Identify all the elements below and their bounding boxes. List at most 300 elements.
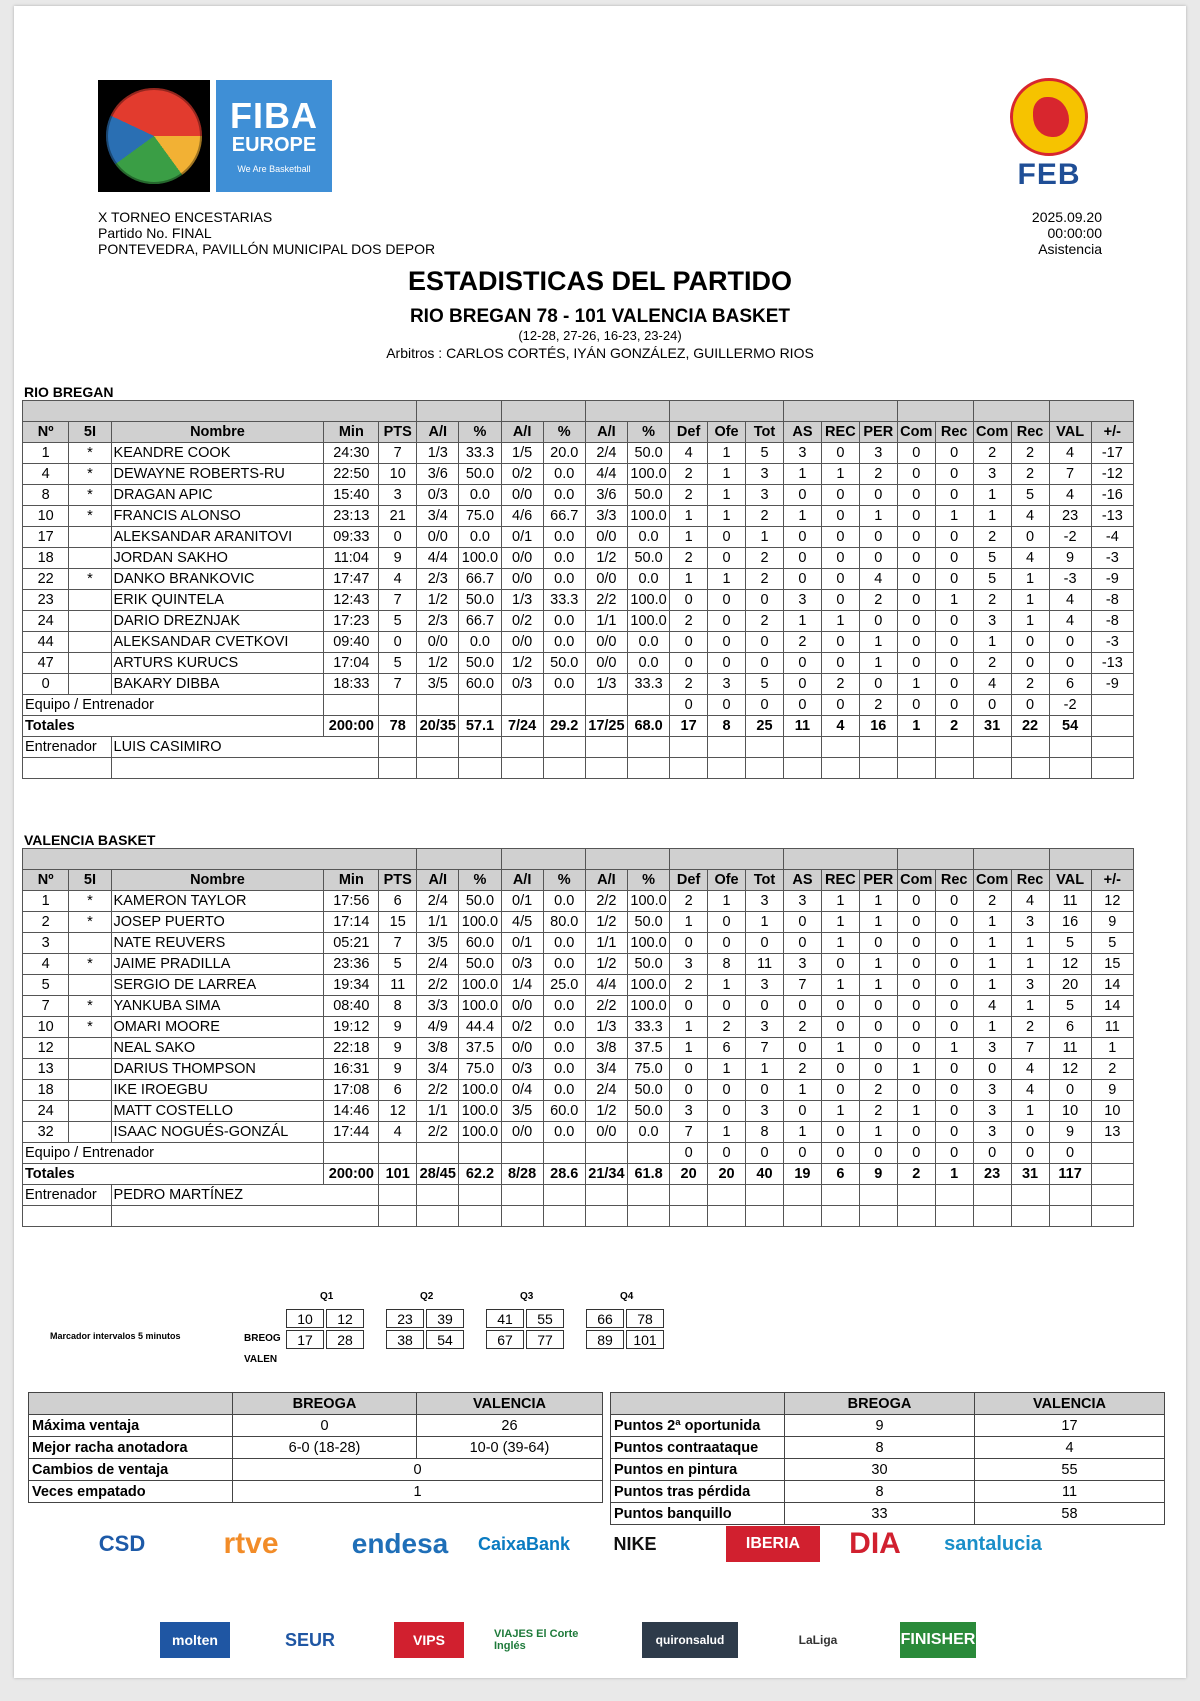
stat-cell xyxy=(69,590,111,611)
stat-cell: 0 xyxy=(708,1080,746,1101)
stat-cell: 0/0 xyxy=(585,1122,627,1143)
total-cell: 8 xyxy=(708,716,746,737)
stat-cell: 0/2 xyxy=(501,611,543,632)
total-cell: 68.0 xyxy=(627,716,669,737)
stat-cell: 8 xyxy=(379,996,417,1017)
player-row xyxy=(23,933,1134,954)
interval-score-box xyxy=(586,1330,666,1349)
stat-cell: 2/4 xyxy=(417,954,459,975)
stat-cell: 0 xyxy=(746,653,784,674)
stat-cell: 4/6 xyxy=(501,506,543,527)
interval-quarter-label: Q1 xyxy=(320,1291,334,1302)
stat-cell: 17:44 xyxy=(324,1122,379,1143)
stat-cell: 1 xyxy=(708,891,746,912)
team-row-label: Equipo / Entrenador xyxy=(23,1143,324,1164)
interval-quarter-label: Q2 xyxy=(420,1291,434,1302)
coach-label: Entrenador xyxy=(23,1185,112,1206)
stat-cell: 13 xyxy=(23,1059,69,1080)
empty-cell xyxy=(585,695,627,716)
game-stat-row xyxy=(611,1481,1165,1503)
quarter-scores: (12-28, 27-26, 16-23, 23-24) xyxy=(518,328,682,343)
game-stat-label: Mejor racha anotadora xyxy=(29,1437,233,1459)
stat-cell: 0 xyxy=(708,695,746,716)
empty-cell xyxy=(585,1185,627,1206)
interval-score: 77 xyxy=(526,1330,564,1349)
stat-cell: 3 xyxy=(746,464,784,485)
stat-cell: -8 xyxy=(1091,611,1133,632)
stat-cell: 100.0 xyxy=(459,975,501,996)
stat-cell: 100.0 xyxy=(627,590,669,611)
stat-cell: 1 xyxy=(708,1059,746,1080)
stat-cell: 0.0 xyxy=(627,569,669,590)
stat-cell: 0 xyxy=(708,933,746,954)
stat-cell: 0 xyxy=(746,996,784,1017)
stat-cell: 1 xyxy=(708,443,746,464)
sponsor-logo: VIAJES El Corte Inglés xyxy=(494,1628,579,1652)
empty-cell xyxy=(585,737,627,758)
total-cell: 21/34 xyxy=(585,1164,627,1185)
stat-cell: 5 xyxy=(23,975,69,996)
empty-cell xyxy=(459,1185,501,1206)
sponsor-logo: SEUR xyxy=(284,1629,335,1650)
empty-cell xyxy=(821,737,859,758)
player-row xyxy=(23,954,1134,975)
stat-cell: 6 xyxy=(1049,674,1091,695)
coach-row xyxy=(23,1185,1134,1206)
player-row xyxy=(23,1017,1134,1038)
game-stat-row xyxy=(29,1437,603,1459)
stat-cell: 0 xyxy=(935,548,973,569)
game-stat-row xyxy=(611,1459,1165,1481)
stat-cell: 0 xyxy=(859,548,897,569)
empty-cell xyxy=(897,1206,935,1227)
stat-cell: 1 xyxy=(670,569,708,590)
stat-cell: 0/0 xyxy=(585,527,627,548)
stat-cell: 10 xyxy=(1091,1101,1133,1122)
player-row xyxy=(23,912,1134,933)
header-group-row xyxy=(23,849,1134,870)
column-header: A/I xyxy=(501,422,543,443)
column-header: Ofe xyxy=(708,422,746,443)
stat-cell: 0 xyxy=(935,443,973,464)
stat-cell: 0 xyxy=(935,1101,973,1122)
stat-cell: 0 xyxy=(859,611,897,632)
stat-cell: 0.0 xyxy=(543,933,585,954)
totals-row xyxy=(23,1164,1134,1185)
stat-cell: 44 xyxy=(23,632,69,653)
sponsor-logo: endesa xyxy=(351,1528,449,1559)
stat-cell: 0 xyxy=(935,1143,973,1164)
stat-cell: * xyxy=(69,891,111,912)
stat-cell: 50.0 xyxy=(627,954,669,975)
empty-cell xyxy=(897,758,935,779)
final-score: RIO BREGAN 78 - 101 VALENCIA BASKET xyxy=(409,306,791,327)
stat-cell: 0 xyxy=(897,590,935,611)
header-group xyxy=(585,401,669,422)
game-stat-value: 8 xyxy=(785,1481,975,1503)
empty-cell xyxy=(501,1206,543,1227)
stat-cell: 16:31 xyxy=(324,1059,379,1080)
stat-cell: 50.0 xyxy=(627,485,669,506)
header-group-row xyxy=(23,401,1134,422)
stat-cell: 1 xyxy=(783,506,821,527)
stat-cell: 1/1 xyxy=(417,1101,459,1122)
column-header: Rec xyxy=(1011,870,1049,891)
match-time: 00:00:00 xyxy=(1047,225,1102,241)
stat-cell: 66.7 xyxy=(543,506,585,527)
stat-cell: 0/2 xyxy=(501,1017,543,1038)
game-stat-label: Puntos en pintura xyxy=(611,1459,785,1481)
empty-cell xyxy=(1091,758,1133,779)
basketball-icon xyxy=(98,80,210,192)
sponsor-logo: quironsalud xyxy=(642,1622,738,1658)
game-stat-value: 0 xyxy=(233,1415,417,1437)
empty-cell xyxy=(670,737,708,758)
interval-score-box xyxy=(486,1330,566,1349)
stat-cell: 4/4 xyxy=(417,548,459,569)
stat-cell: * xyxy=(69,485,111,506)
stat-cell: 0.0 xyxy=(543,891,585,912)
empty-cell xyxy=(1091,1206,1133,1227)
stat-cell: 0.0 xyxy=(543,632,585,653)
empty-cell xyxy=(379,758,417,779)
stat-cell: 2 xyxy=(746,506,784,527)
stat-cell: 75.0 xyxy=(627,1059,669,1080)
column-header: +/- xyxy=(1091,870,1133,891)
stat-cell: 11 xyxy=(1049,1038,1091,1059)
stat-cell: 3/3 xyxy=(417,996,459,1017)
stat-cell: 7 xyxy=(1011,1038,1049,1059)
stat-cell: 3/8 xyxy=(585,1038,627,1059)
stat-cell: 50.0 xyxy=(627,548,669,569)
stat-cell: 0 xyxy=(821,1017,859,1038)
game-stat-label: Puntos contraataque xyxy=(611,1437,785,1459)
sponsor-logo: molten xyxy=(160,1622,230,1658)
header-group xyxy=(670,401,784,422)
coach-name: PEDRO MARTÍNEZ xyxy=(111,1185,379,1206)
total-cell: 16 xyxy=(859,716,897,737)
stat-cell: 1 xyxy=(973,1017,1011,1038)
stat-cell: 0 xyxy=(821,695,859,716)
player-name: JOSEP PUERTO xyxy=(111,912,324,933)
stat-cell: 4 xyxy=(1049,485,1091,506)
game-stat-value: 1 xyxy=(233,1481,603,1503)
empty-cell xyxy=(859,1206,897,1227)
stat-cell: 0.0 xyxy=(543,996,585,1017)
stat-cell: 0 xyxy=(897,1038,935,1059)
header-row xyxy=(23,422,1134,443)
column-header: Rec xyxy=(935,422,973,443)
stat-cell: 1/2 xyxy=(585,954,627,975)
stat-cell: 1 xyxy=(821,933,859,954)
stat-cell: 1 xyxy=(935,1038,973,1059)
feb-text: FEB xyxy=(1017,158,1081,191)
interval-score: 89 xyxy=(586,1330,624,1349)
total-cell: 54 xyxy=(1049,716,1091,737)
stat-cell: 3/4 xyxy=(417,1059,459,1080)
header-group xyxy=(585,849,669,870)
stat-cell: 0 xyxy=(897,695,935,716)
stat-cell: 4 xyxy=(1049,590,1091,611)
stat-cell: 24 xyxy=(23,611,69,632)
stat-cell: 0 xyxy=(708,1143,746,1164)
stat-cell: 0.0 xyxy=(543,1017,585,1038)
stat-cell: 2 xyxy=(23,912,69,933)
total-cell: 117 xyxy=(1049,1164,1091,1185)
stat-cell: 0 xyxy=(935,632,973,653)
stat-cell: 0.0 xyxy=(543,548,585,569)
player-name: NATE REUVERS xyxy=(111,933,324,954)
header-group xyxy=(417,401,501,422)
stat-cell: 7 xyxy=(379,590,417,611)
stat-cell: 0 xyxy=(935,891,973,912)
stat-cell: 32 xyxy=(23,1122,69,1143)
stat-cell: 1 xyxy=(670,506,708,527)
column-header: PER xyxy=(859,422,897,443)
stat-cell: 0 xyxy=(708,912,746,933)
stat-cell: 2 xyxy=(859,1080,897,1101)
coach-row xyxy=(23,737,1134,758)
player-row xyxy=(23,653,1134,674)
player-row xyxy=(23,632,1134,653)
player-name: DARIUS THOMPSON xyxy=(111,1059,324,1080)
column-header: Ofe xyxy=(708,870,746,891)
stat-cell: 3 xyxy=(859,443,897,464)
stat-cell: 7 xyxy=(670,1122,708,1143)
stat-cell: 0 xyxy=(821,527,859,548)
stat-cell: 0 xyxy=(670,996,708,1017)
total-cell: 2 xyxy=(935,716,973,737)
stat-cell: 4 xyxy=(1011,1059,1049,1080)
stat-cell: 15 xyxy=(379,912,417,933)
stat-cell: * xyxy=(69,996,111,1017)
stat-cell: 0 xyxy=(821,548,859,569)
total-cell: 8/28 xyxy=(501,1164,543,1185)
stat-cell: * xyxy=(69,506,111,527)
stat-cell: 2/2 xyxy=(585,590,627,611)
stat-cell: 0 xyxy=(935,996,973,1017)
stat-cell: -16 xyxy=(1091,485,1133,506)
stat-cell: 60.0 xyxy=(459,674,501,695)
stat-cell: 0.0 xyxy=(543,1038,585,1059)
stat-cell: 2/2 xyxy=(417,1080,459,1101)
player-name: ISAAC NOGUÉS-GONZÁL xyxy=(111,1122,324,1143)
stat-cell: 0 xyxy=(670,1059,708,1080)
empty-cell xyxy=(1049,1206,1091,1227)
stat-cell: 60.0 xyxy=(459,933,501,954)
stat-cell: 0 xyxy=(935,611,973,632)
stat-cell: 23 xyxy=(23,590,69,611)
stat-cell: 7 xyxy=(783,975,821,996)
column-header: +/- xyxy=(1091,422,1133,443)
stat-cell: 2 xyxy=(1011,1017,1049,1038)
player-row xyxy=(23,506,1134,527)
stat-cell: 0/0 xyxy=(501,996,543,1017)
tournament-name: X TORNEO ENCESTARIAS xyxy=(98,209,273,225)
stat-cell: 0 xyxy=(23,674,69,695)
empty-cell xyxy=(324,695,379,716)
player-row xyxy=(23,1101,1134,1122)
stat-cell: 11 xyxy=(1049,891,1091,912)
stat-cell: 0 xyxy=(746,1080,784,1101)
team-row xyxy=(23,695,1134,716)
player-name: JAIME PRADILLA xyxy=(111,954,324,975)
empty-cell xyxy=(501,1143,543,1164)
column-header: REC xyxy=(821,422,859,443)
stat-cell: -2 xyxy=(1049,527,1091,548)
stat-cell: 0 xyxy=(973,695,1011,716)
stats-sheet xyxy=(14,6,1186,1678)
stat-cell: 4 xyxy=(23,464,69,485)
stat-cell: 44.4 xyxy=(459,1017,501,1038)
stat-cell xyxy=(69,611,111,632)
column-header: Nº xyxy=(23,422,69,443)
team-a-box-score xyxy=(22,400,1134,779)
game-stat-value: 10-0 (39-64) xyxy=(417,1437,603,1459)
stat-cell: 05:21 xyxy=(324,933,379,954)
stat-cell: 4 xyxy=(859,569,897,590)
player-name: ALEKSANDAR CVETKOVI xyxy=(111,632,324,653)
stat-cell: 4 xyxy=(973,996,1011,1017)
column-header: A/I xyxy=(501,870,543,891)
stat-cell: 3/5 xyxy=(417,674,459,695)
europe-text: EUROPE xyxy=(231,134,317,156)
blank-row xyxy=(23,758,1134,779)
stat-cell: 3 xyxy=(746,975,784,996)
stat-cell: 1 xyxy=(708,485,746,506)
stat-cell: -17 xyxy=(1091,443,1133,464)
stat-cell: 1 xyxy=(670,912,708,933)
stat-cell: 37.5 xyxy=(459,1038,501,1059)
stat-cell: 3 xyxy=(973,1122,1011,1143)
stat-cell: 14 xyxy=(1091,975,1133,996)
empty-cell xyxy=(1011,758,1049,779)
empty-cell xyxy=(417,1206,459,1227)
header-group xyxy=(897,401,973,422)
stat-cell: 23:36 xyxy=(324,954,379,975)
player-row xyxy=(23,590,1134,611)
stat-cell: 8 xyxy=(746,1122,784,1143)
stat-cell: 10 xyxy=(1049,1101,1091,1122)
total-cell: 28/45 xyxy=(417,1164,459,1185)
team-header: VALENCIA xyxy=(417,1393,603,1415)
stat-cell: 0 xyxy=(897,548,935,569)
stat-cell: 0 xyxy=(859,1038,897,1059)
stat-cell: 0 xyxy=(783,695,821,716)
stat-cell: 0/0 xyxy=(585,653,627,674)
stat-cell: 4/9 xyxy=(417,1017,459,1038)
stat-cell: 1 xyxy=(1011,996,1049,1017)
player-name: OMARI MOORE xyxy=(111,1017,324,1038)
sponsor-logo: FINISHER xyxy=(900,1622,976,1658)
interval-label: Marcador intervalos 5 minutos xyxy=(50,1331,181,1341)
stat-cell: 66.7 xyxy=(459,569,501,590)
stat-cell: 24:30 xyxy=(324,443,379,464)
total-cell: 29.2 xyxy=(543,716,585,737)
team-b-name: VALENCIA BASKET xyxy=(24,832,156,848)
header-blank xyxy=(1049,849,1133,870)
stat-cell: 2 xyxy=(973,653,1011,674)
stat-cell: 1 xyxy=(708,1122,746,1143)
stat-cell: 1/1 xyxy=(417,912,459,933)
stat-cell: 0 xyxy=(821,569,859,590)
empty-cell xyxy=(1091,1185,1133,1206)
interval-score: 10 xyxy=(286,1309,324,1328)
stat-cell: 3 xyxy=(1011,912,1049,933)
team-row-label: Equipo / Entrenador xyxy=(23,695,324,716)
stat-cell: 1 xyxy=(1011,933,1049,954)
stat-cell: -9 xyxy=(1091,569,1133,590)
stat-cell: 0 xyxy=(746,632,784,653)
stat-cell: 100.0 xyxy=(459,1101,501,1122)
referees: Arbitros : CARLOS CORTÉS, IYÁN GONZÁLEZ, GUILLERMO RIOS xyxy=(386,345,814,361)
stat-cell: 11 xyxy=(379,975,417,996)
stat-cell: 0 xyxy=(746,590,784,611)
stat-cell: 6 xyxy=(708,1038,746,1059)
empty-cell xyxy=(379,1143,417,1164)
stat-cell: 1 xyxy=(23,891,69,912)
stat-cell: 2 xyxy=(973,891,1011,912)
game-stat-value: 33 xyxy=(785,1503,975,1525)
stat-cell: 2 xyxy=(670,674,708,695)
stat-cell: 0 xyxy=(935,912,973,933)
stat-cell: 11:04 xyxy=(324,548,379,569)
stat-cell: 1 xyxy=(746,912,784,933)
empty-cell xyxy=(897,737,935,758)
stat-cell: 0 xyxy=(1049,653,1091,674)
stat-cell: 0 xyxy=(670,653,708,674)
interval-score-box xyxy=(386,1330,466,1349)
empty-cell xyxy=(585,1143,627,1164)
stat-cell: 5 xyxy=(379,611,417,632)
stat-cell: 0.0 xyxy=(627,527,669,548)
totals-label: Totales xyxy=(23,1164,324,1185)
interval-team-b: VALEN xyxy=(244,1354,278,1365)
stat-cell: 0 xyxy=(935,695,973,716)
stat-cell: 0.0 xyxy=(543,464,585,485)
player-row xyxy=(23,996,1134,1017)
column-header: Def xyxy=(670,870,708,891)
match-info xyxy=(98,209,435,257)
team-header: VALENCIA xyxy=(975,1393,1165,1415)
stat-cell: -2 xyxy=(1049,695,1091,716)
empty-cell xyxy=(417,737,459,758)
column-header: A/I xyxy=(585,422,627,443)
empty-cell xyxy=(746,758,784,779)
empty-cell xyxy=(23,758,112,779)
stat-cell: 1 xyxy=(1011,590,1049,611)
stat-cell: 0 xyxy=(708,611,746,632)
stat-cell: 0 xyxy=(897,611,935,632)
stat-cell xyxy=(69,674,111,695)
empty-cell xyxy=(1011,1206,1049,1227)
stat-cell: 1 xyxy=(897,1101,935,1122)
stat-cell: -13 xyxy=(1091,653,1133,674)
stat-cell: 1/3 xyxy=(585,674,627,695)
stat-cell: 6 xyxy=(379,891,417,912)
stat-cell: 3 xyxy=(379,485,417,506)
total-cell: 101 xyxy=(379,1164,417,1185)
player-name: FRANCIS ALONSO xyxy=(111,506,324,527)
header-blank xyxy=(23,849,417,870)
stat-cell: 12 xyxy=(1049,954,1091,975)
stat-cell: 1 xyxy=(821,611,859,632)
stat-cell: 9 xyxy=(379,548,417,569)
game-stat-value: 9 xyxy=(785,1415,975,1437)
stat-cell: 2 xyxy=(670,611,708,632)
game-stat-label: Puntos banquillo xyxy=(611,1503,785,1525)
stat-cell: 0 xyxy=(897,1143,935,1164)
